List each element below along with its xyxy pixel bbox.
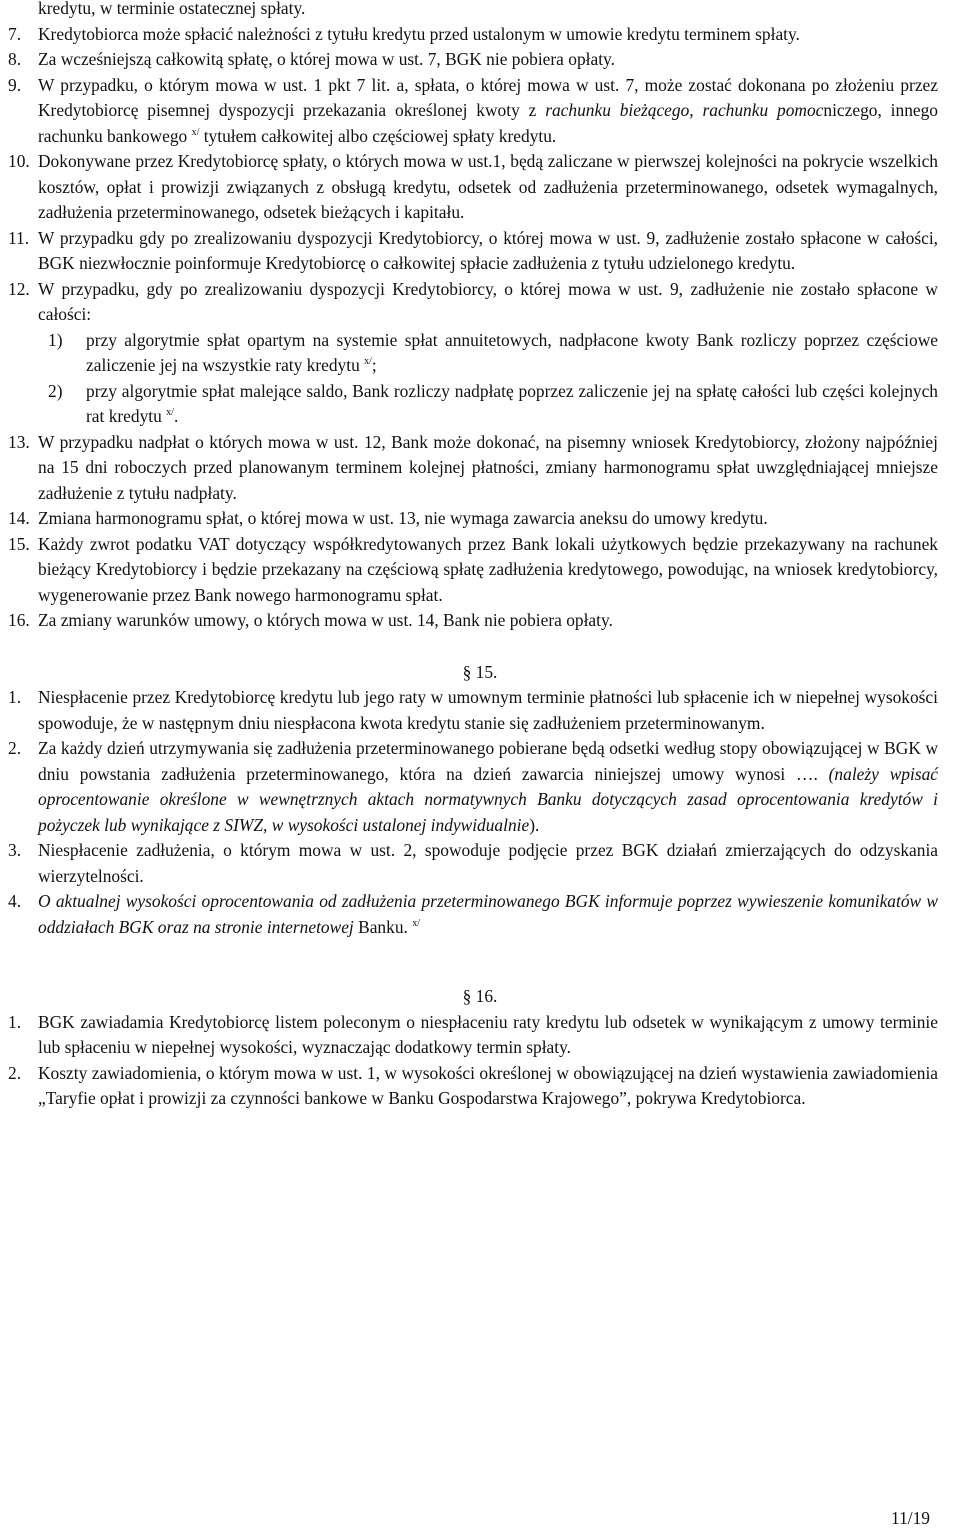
section-heading-16: § 16. [462, 986, 498, 1006]
sub-item-1: 1) przy algorytmie spłat opartym na systemie spłat annuitetowych, nadpłacone kwoty Bank rozliczy poprzez częściowe zaliczenie jej na wszystkie raty kredytu $^{x/}$; [48, 329, 938, 375]
list-item-15: 15. Każdy zwrot podatku VAT dotyczący współkredytowanych przez Bank lokali użytkowych będzie przekazywany na rachunek bieżący Kredytobiorcy i będzie przekazany na częściową spłatę zadłużenia kredytowego, powodując, na wniosek kredytobiorcy, wygenerowanie przez Bank nowego harmonogramu spłat. [8, 533, 938, 605]
list-item-9: 9. W przypadku, o którym mowa w ust. 1 pkt 7 lit. a, spłata, o której mowa w ust. 7, może zostać dokonana po złożeniu przez Kredytobiorcę pisemnej dyspozycji przekazania określonej kwoty z rachunku bieżącego, rachunku pomocniczego, innego rachunku bankowego $^{x/}$ tytułem całkowitej albo częściowej spłaty kredytu. [8, 74, 938, 146]
section-heading-15: § 15. [462, 661, 498, 682]
list-item-13: 13. W przypadku nadpłat o których mowa w ust. 12, Bank może dokonać, na pisemny wniosek Kredytobiorcy, złożony najpóźniej na 15 dni roboczych przed planowanym terminem kolejnej płatności, zmiany harmonogramu spłat uwzględniającej mniejsze zadłużenie z tytułu nadpłaty. [8, 431, 938, 503]
list-item-16: 16. Za zmiany warunków umowy, o których mowa w ust. 14, Bank nie pobiera opłaty. [8, 610, 613, 630]
list-item-10: 10. Dokonywane przez Kredytobiorcę spłaty, o których mowa w ust.1, będą zaliczane w pierwszej kolejności na pokrycie wszelkich kosztów, opłat i prowizji związanych z obsługą kredytu, odsetek od zadłużenia przeterminowanego, odsetek wymagalnych, zadłużenia przeterminowanego, odsetek bieżących i kapitału. [8, 151, 938, 222]
sec16-item-2: 2. Koszty zawiadomienia, o którym mowa w ust. 1, w wysokości określonej w obowiązującej na dzień wystawienia zawiadomienia „Taryfie opłat i prowizji za czynności bankowe w Banku Gospodarstwa Krajowego”, pokrywa Kredytobiorca. [8, 1062, 938, 1108]
sec15-item-1: 1. Niespłacenie przez Kredytobiorcę kredytu lub jego raty w umownym terminie płatności lub spłacenie ich w niepełnej wysokości spowoduje, że w następnym dniu niespłacona kwota kredytu stanie się zadłużeniem przeterminowanym. [8, 687, 938, 733]
sec15-item-2: 2. Za każdy dzień utrzymywania się zadłużenia przeterminowanego pobierane będą odsetki według stopy obowiązującej w BGK w dniu powstania zadłużenia przeterminowanego, która na dzień zawarcia niniejszej umowy wynosi …. (należy wpisać oprocentowanie określone w wewnętrznych aktach normatywnych Banku dotyczących zasad oprocentowania kredytów i pożyczek lub wynikające z SIWZ, w wysokości ustalonej indywidualnie). [8, 738, 939, 835]
list-item-11: 11. W przypadku gdy po zrealizowaniu dyspozycji Kredytobiorcy, o której mowa w ust. 9, zadłużenie zostało spłacone w całości, BGK niezwłocznie poinformuje Kredytobiorcę o całkowitej spłacie zadłużenia z tytułu udzielonego kredytu. [8, 227, 938, 273]
list-item-14: 14. Zmiana harmonogramu spłat, o której mowa w ust. 13, nie wymaga zawarcia aneksu do umowy kredytu. [8, 508, 768, 528]
list-item-7: 7. Kredytobiorca może spłacić należności z tytułu kredytu przed ustalonym w umowie kredytu terminem spłaty. [8, 23, 800, 44]
sec15-item-4: 4. O aktualnej wysokości oprocentowania od zadłużenia przeterminowanego BGK informuje poprzez wywieszenie komunikatów w oddziałach BGK oraz na stronie internetowej Banku. $^{x/}$ [8, 891, 938, 937]
intro-line: kredytu, w terminie ostatecznej spłaty. [38, 0, 306, 18]
page-number: 11/19 [891, 1508, 930, 1528]
list-item-12: 12. W przypadku, gdy po zrealizowaniu dyspozycji Kredytobiorcy, o której mowa w ust. 9, zadłużenie nie zostało spłacone w całości: [8, 278, 938, 324]
list-item-8: 8. Za wcześniejszą całkowitą spłatę, o której mowa w ust. 7, BGK nie pobiera opłaty. [8, 49, 615, 69]
sub-item-2: 2) przy algorytmie spłat malejące saldo, Bank rozliczy nadpłatę poprzez zaliczenie jej na spłatę całości lub części kolejnych rat kredytu $^{x/}$. [48, 380, 938, 426]
sec15-item-3: 3. Niespłacenie zadłużenia, o którym mowa w ust. 2, spowoduje podjęcie przez BGK działań zmierzających do odzyskania wierzytelności. [8, 840, 938, 886]
sec16-item-1: 1. BGK zawiadamia Kredytobiorcę listem poleconym o niespłaceniu raty kredytu lub odsetek w wynikającym z umowy terminie lub spłaceniu w niepełnej wysokości, wyznaczając dodatkowy termin spłaty. [8, 1011, 938, 1057]
